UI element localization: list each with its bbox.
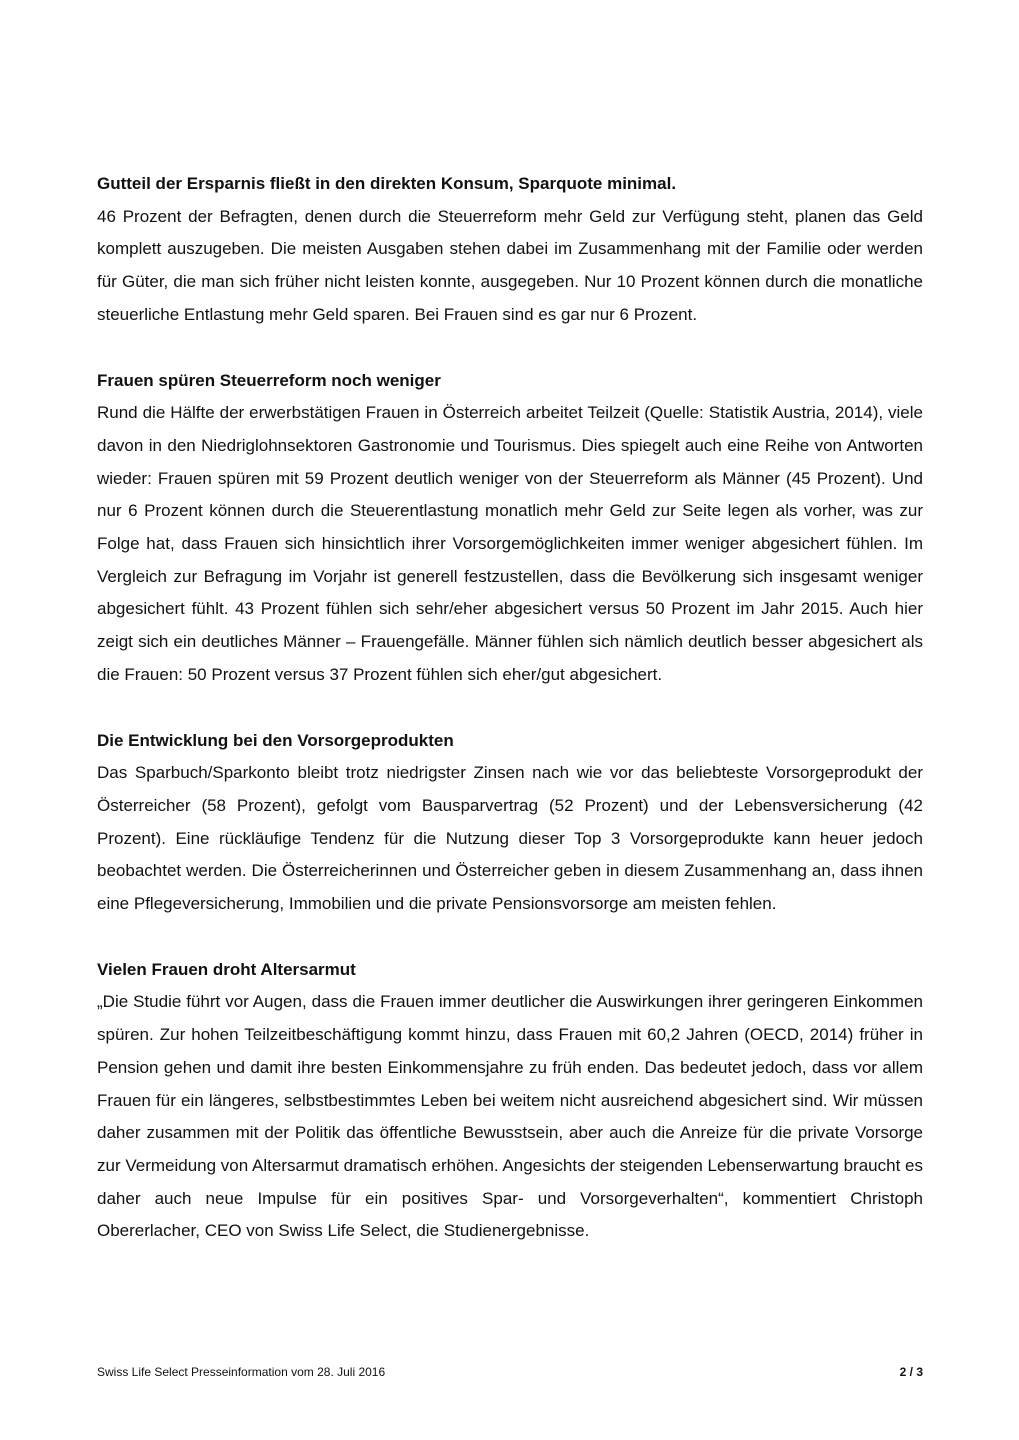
section-heading: Die Entwicklung bei den Vorsorgeprodukten xyxy=(97,730,454,750)
document-body xyxy=(97,168,923,1281)
section-altersarmut xyxy=(97,954,923,1248)
section-paragraph: Rund die Hälfte der erwerbstätigen Frauen in Österreich arbeitet Teilzeit (Quelle: Statistik Austria, 2014), viele davon in den Niedriglohnsektoren Gastronomie und Tourismus. Dies spiegelt auch eine Reihe von Antworten wieder: Frauen spüren mit 59 Prozent deutlich weniger von der Steuerreform als Männer (45 Prozent). Und nur 6 Prozent können durch die Steuerentlastung monatlich mehr Geld zur Seite legen als vorher, was zur Folge hat, dass Frauen sich hinsichtlich ihrer Vorsorgemöglichkeiten immer weniger abgesichert fühlen. Im Vergleich zur Befragung im Vorjahr ist generell festzustellen, dass die Bevölkerung sich insgesamt weniger abgesichert fühlt. 43 Prozent fühlen sich sehr/eher abgesichert versus 50 Prozent im Jahr 2015. Auch hier zeigt sich ein deutliches Männer – Frauengefälle. Männer fühlen sich nämlich deutlich besser abgesichert als die Frauen: 50 Prozent versus 37 Prozent fühlen sich eher/gut abgesichert. xyxy=(97,403,923,684)
section-paragraph: 46 Prozent der Befragten, denen durch die Steuerreform mehr Geld zur Verfügung steht, planen das Geld komplett auszugeben. Die meisten Ausgaben stehen dabei im Zusammenhang mit der Familie oder werden für Güter, die man sich früher nicht leisten konnte, ausgegeben. Nur 10 Prozent können durch die monatliche steuerliche Entlastung mehr Geld sparen. Bei Frauen sind es gar nur 6 Prozent. xyxy=(97,206,923,324)
page-number: 2 / 3 xyxy=(899,1365,923,1379)
section-heading: Frauen spüren Steuerreform noch weniger xyxy=(97,370,441,390)
section-paragraph: Das Sparbuch/Sparkonto bleibt trotz niedrigster Zinsen nach wie vor das beliebteste Vorsorgeprodukt der Österreicher (58 Prozent), gefolgt vom Bausparvertrag (52 Prozent) und der Lebensversicherung (42 Prozent). Eine rückläufige Tendenz für die Nutzung dieser Top 3 Vorsorgeprodukte kann heuer jedoch beobachtet werden. Die Österreicherinnen und Österreicher geben in diesem Zusammenhang an, dass ihnen eine Pflegeversicherung, Immobilien und die private Pensionsvorsorge am meisten fehlen. xyxy=(97,763,923,914)
section-vorsorgeprodukte xyxy=(97,725,923,921)
section-heading: Vielen Frauen droht Altersarmut xyxy=(97,959,356,979)
section-konsum xyxy=(97,168,923,332)
footer-source-label: Swiss Life Select Presseinformation vom 28. Juli 2016 xyxy=(97,1365,386,1379)
section-paragraph: „Die Studie führt vor Augen, dass die Frauen immer deutlicher die Auswirkungen ihrer geringeren Einkommen spüren. Zur hohen Teilzeitbeschäftigung kommt hinzu, dass Frauen mit 60,2 Jahren (OECD, 2014) früher in Pension gehen und damit ihre besten Einkommensjahre zu früh enden. Das bedeutet jedoch, dass vor allem Frauen für ein längeres, selbstbestimmtes Leben bei weitem nicht ausreichend abgesichert sind. Wir müssen daher zusammen mit der Politik das öffentliche Bewusstsein, aber auch die Anreize für die private Vorsorge zur Vermeidung von Altersarmut dramatisch erhöhen. Angesichts der steigenden Lebenserwartung braucht es daher auch neue Impulse für ein positives Spar- und Vorsorgeverhalten“, kommentiert Christoph Obererlacher, CEO von Swiss Life Select, die Studienergebnisse. xyxy=(97,992,923,1241)
section-frauen-steuerreform xyxy=(97,365,923,692)
section-heading: Gutteil der Ersparnis fließt in den direkten Konsum, Sparquote minimal. xyxy=(97,174,677,193)
